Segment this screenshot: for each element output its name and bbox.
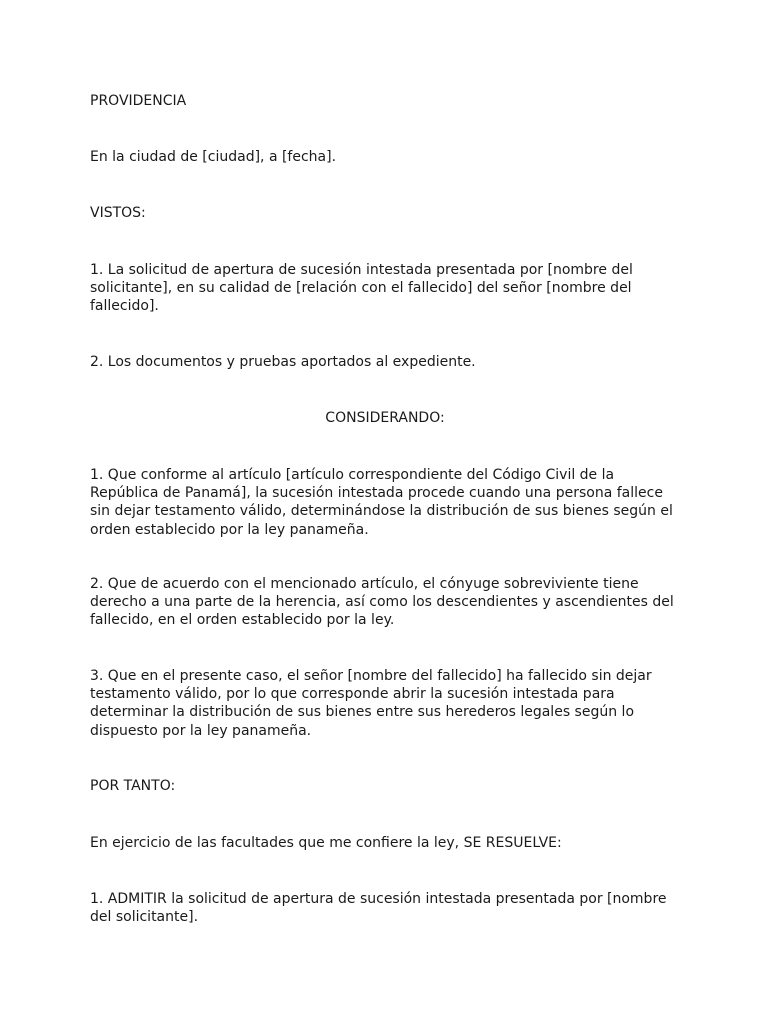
resuelve-item-1: 1. ADMITIR la solicitud de apertura de sucesión intestada presentada por [nombre del solicitante]. xyxy=(90,891,667,926)
considerando-label: CONSIDERANDO: xyxy=(325,410,445,426)
considerando-item-3: 3. Que en el presente caso, el señor [nombre del fallecido] ha fallecido sin dejar testamento válido, por lo que corresponde abrir la sucesión intestada para determinar la distribución de sus bienes entre sus herederos legales según lo dispuesto por la ley panameña. xyxy=(90,668,652,739)
place-date-line: En la ciudad de [ciudad], a [fecha]. xyxy=(90,149,337,165)
por-tanto-label: POR TANTO: xyxy=(90,778,176,794)
vistos-item-2: 2. Los documentos y pruebas aportados al expediente. xyxy=(90,354,476,370)
vistos-item-1: 1. La solicitud de apertura de sucesión intestada presentada por [nombre del solicitante], en su calidad de [relación con el fallecido] del señor [nombre del fallecido]. xyxy=(90,262,633,315)
considerando-item-1: 1. Que conforme al artículo [artículo correspondiente del Código Civil de la República de Panamá], la sucesión intestada procede cuando una persona fallece sin dejar testamento válido, determinándose la distribución de sus bienes según el orden establecido por la ley panameña. xyxy=(90,467,673,538)
resolve-intro: En ejercicio de las facultades que me confiere la ley, SE RESUELVE: xyxy=(90,835,562,851)
vistos-label: VISTOS: xyxy=(90,205,146,221)
document-heading: PROVIDENCIA xyxy=(90,93,187,109)
considerando-item-2: 2. Que de acuerdo con el mencionado artículo, el cónyuge sobreviviente tiene derecho a una parte de la herencia, así como los descendientes y ascendientes del fallecido, en el orden establecido por la ley. xyxy=(90,576,674,629)
